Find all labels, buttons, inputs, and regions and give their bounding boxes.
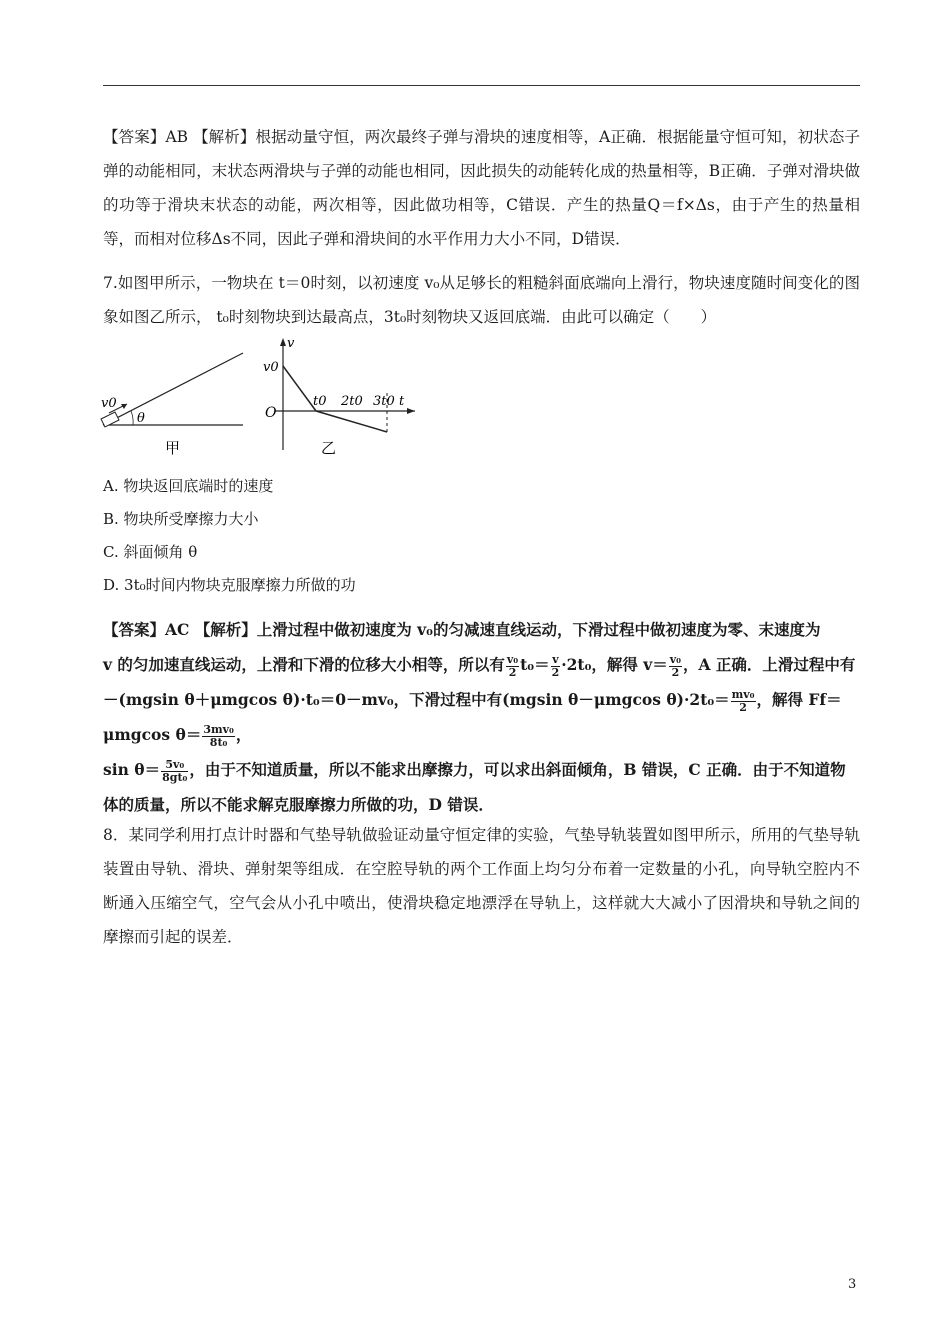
yi-3t0-label: 3t0 (373, 394, 395, 409)
answer-6-explanation: 【答案】AB 【解析】根据动量守恒，两次最终子弹与滑块的速度相等，A正确．根据能量守恒可知，初状态子弹的动能相同，末状态两滑块与子弹的动能也相同，因此损失的动能转化成的热量相等，B正确．子弹对滑块做的功等于滑块末状态的动能，两次相等，因此做功相等，C错误．产生的热量Q＝f×Δs，由于产生的热量相等，而相对位移Δs不同，因此子弹和滑块间的水平作用力大小不同，D错误． (103, 128, 860, 248)
question-7-stem: 7.如图甲所示，一物块在 t＝0时刻，以初速度 v₀从足够长的粗糙斜面底端向上滑行，物块速度随时间变化的图象如图乙所示， t₀时刻物块到达最高点，3t₀时刻物块又返回底端．由此可以确定（ ） (103, 274, 860, 326)
header-rule (103, 85, 860, 86)
answer-7-line-5: 体的质量，所以不能求解克服摩擦力所做的功，D 错误． (103, 795, 494, 814)
option-d: D. 3t₀时间内物块克服摩擦力所做的功 (103, 576, 356, 594)
page-number: 3 (848, 1277, 857, 1292)
jia-v0-label: v0 (101, 396, 117, 411)
option-b: B. 物块所受摩擦力大小 (103, 510, 259, 528)
yi-v0-label: v0 (263, 360, 279, 375)
jia-theta-label: θ (137, 411, 145, 426)
answer-7-explanation (103, 612, 860, 822)
answer-7-line-1: 【答案】AC 【解析】上滑过程中做初速度为 v₀的匀减速直线运动，下滑过程中做初速度为零、末速度为 (103, 620, 821, 639)
answer-7-line-3: －(mgsin θ＋μmgcos θ)·t₀＝0－mv₀，下滑过程中有(mgsin θ－μmgcos θ)·2t₀＝ $\frac{\text{mv₀}}{2}$ ，解得 Ff＝μmgcos θ＝ $\frac{\text{3mv₀}}{\text{8t₀}}$ ， (103, 687, 842, 749)
question-7-figure (95, 335, 415, 465)
answer-7-line-4: sin θ＝ $\frac{\text{5v₀}}{\text{8gt₀}}$ ，由于不知道质量，所以不能求出摩擦力，可以求出斜面倾角，B 错误，C 正确．由于不知道物 (103, 757, 846, 784)
yi-2t0-label: 2t0 (341, 394, 363, 409)
option-c: C. 斜面倾角 θ (103, 543, 198, 561)
question-7-options (103, 470, 356, 602)
option-a: A. 物块返回底端时的速度 (103, 477, 274, 495)
yi-t0-label: t0 (313, 394, 327, 409)
question-8-stem: 8．某同学利用打点计时器和气垫导轨做验证动量守恒定律的实验，气垫导轨装置如图甲所示，所用的气垫导轨装置由导轨、滑块、弹射架等组成．在空腔导轨的两个工作面上均匀分布着一定数量的小孔，向导轨空腔内不断通入压缩空气，空气会从小孔中喷出，使滑块稳定地漂浮在导轨上，这样就大大减小了因滑块和导轨之间的摩擦而引起的误差． (103, 826, 860, 946)
yi-origin-label: O (265, 405, 277, 421)
answer-7-line-2: v 的匀加速直线运动，上滑和下滑的位移大小相等，所以有 $\frac{\text{v₀}}{2}$ t₀＝ $\frac{v}{2}$ ·2t₀，解得 v＝ $\frac{\text{v₀}}{2}$ ，A 正确．上滑过程中有 (103, 652, 856, 679)
yi-caption: 乙 (321, 439, 337, 457)
yi-t-axis-label: t (399, 394, 405, 409)
yi-v-axis-label: v (287, 336, 295, 351)
jia-caption: 甲 (165, 439, 181, 457)
figure-jia-incline (101, 353, 243, 457)
figure-yi-vt-graph (263, 336, 415, 457)
